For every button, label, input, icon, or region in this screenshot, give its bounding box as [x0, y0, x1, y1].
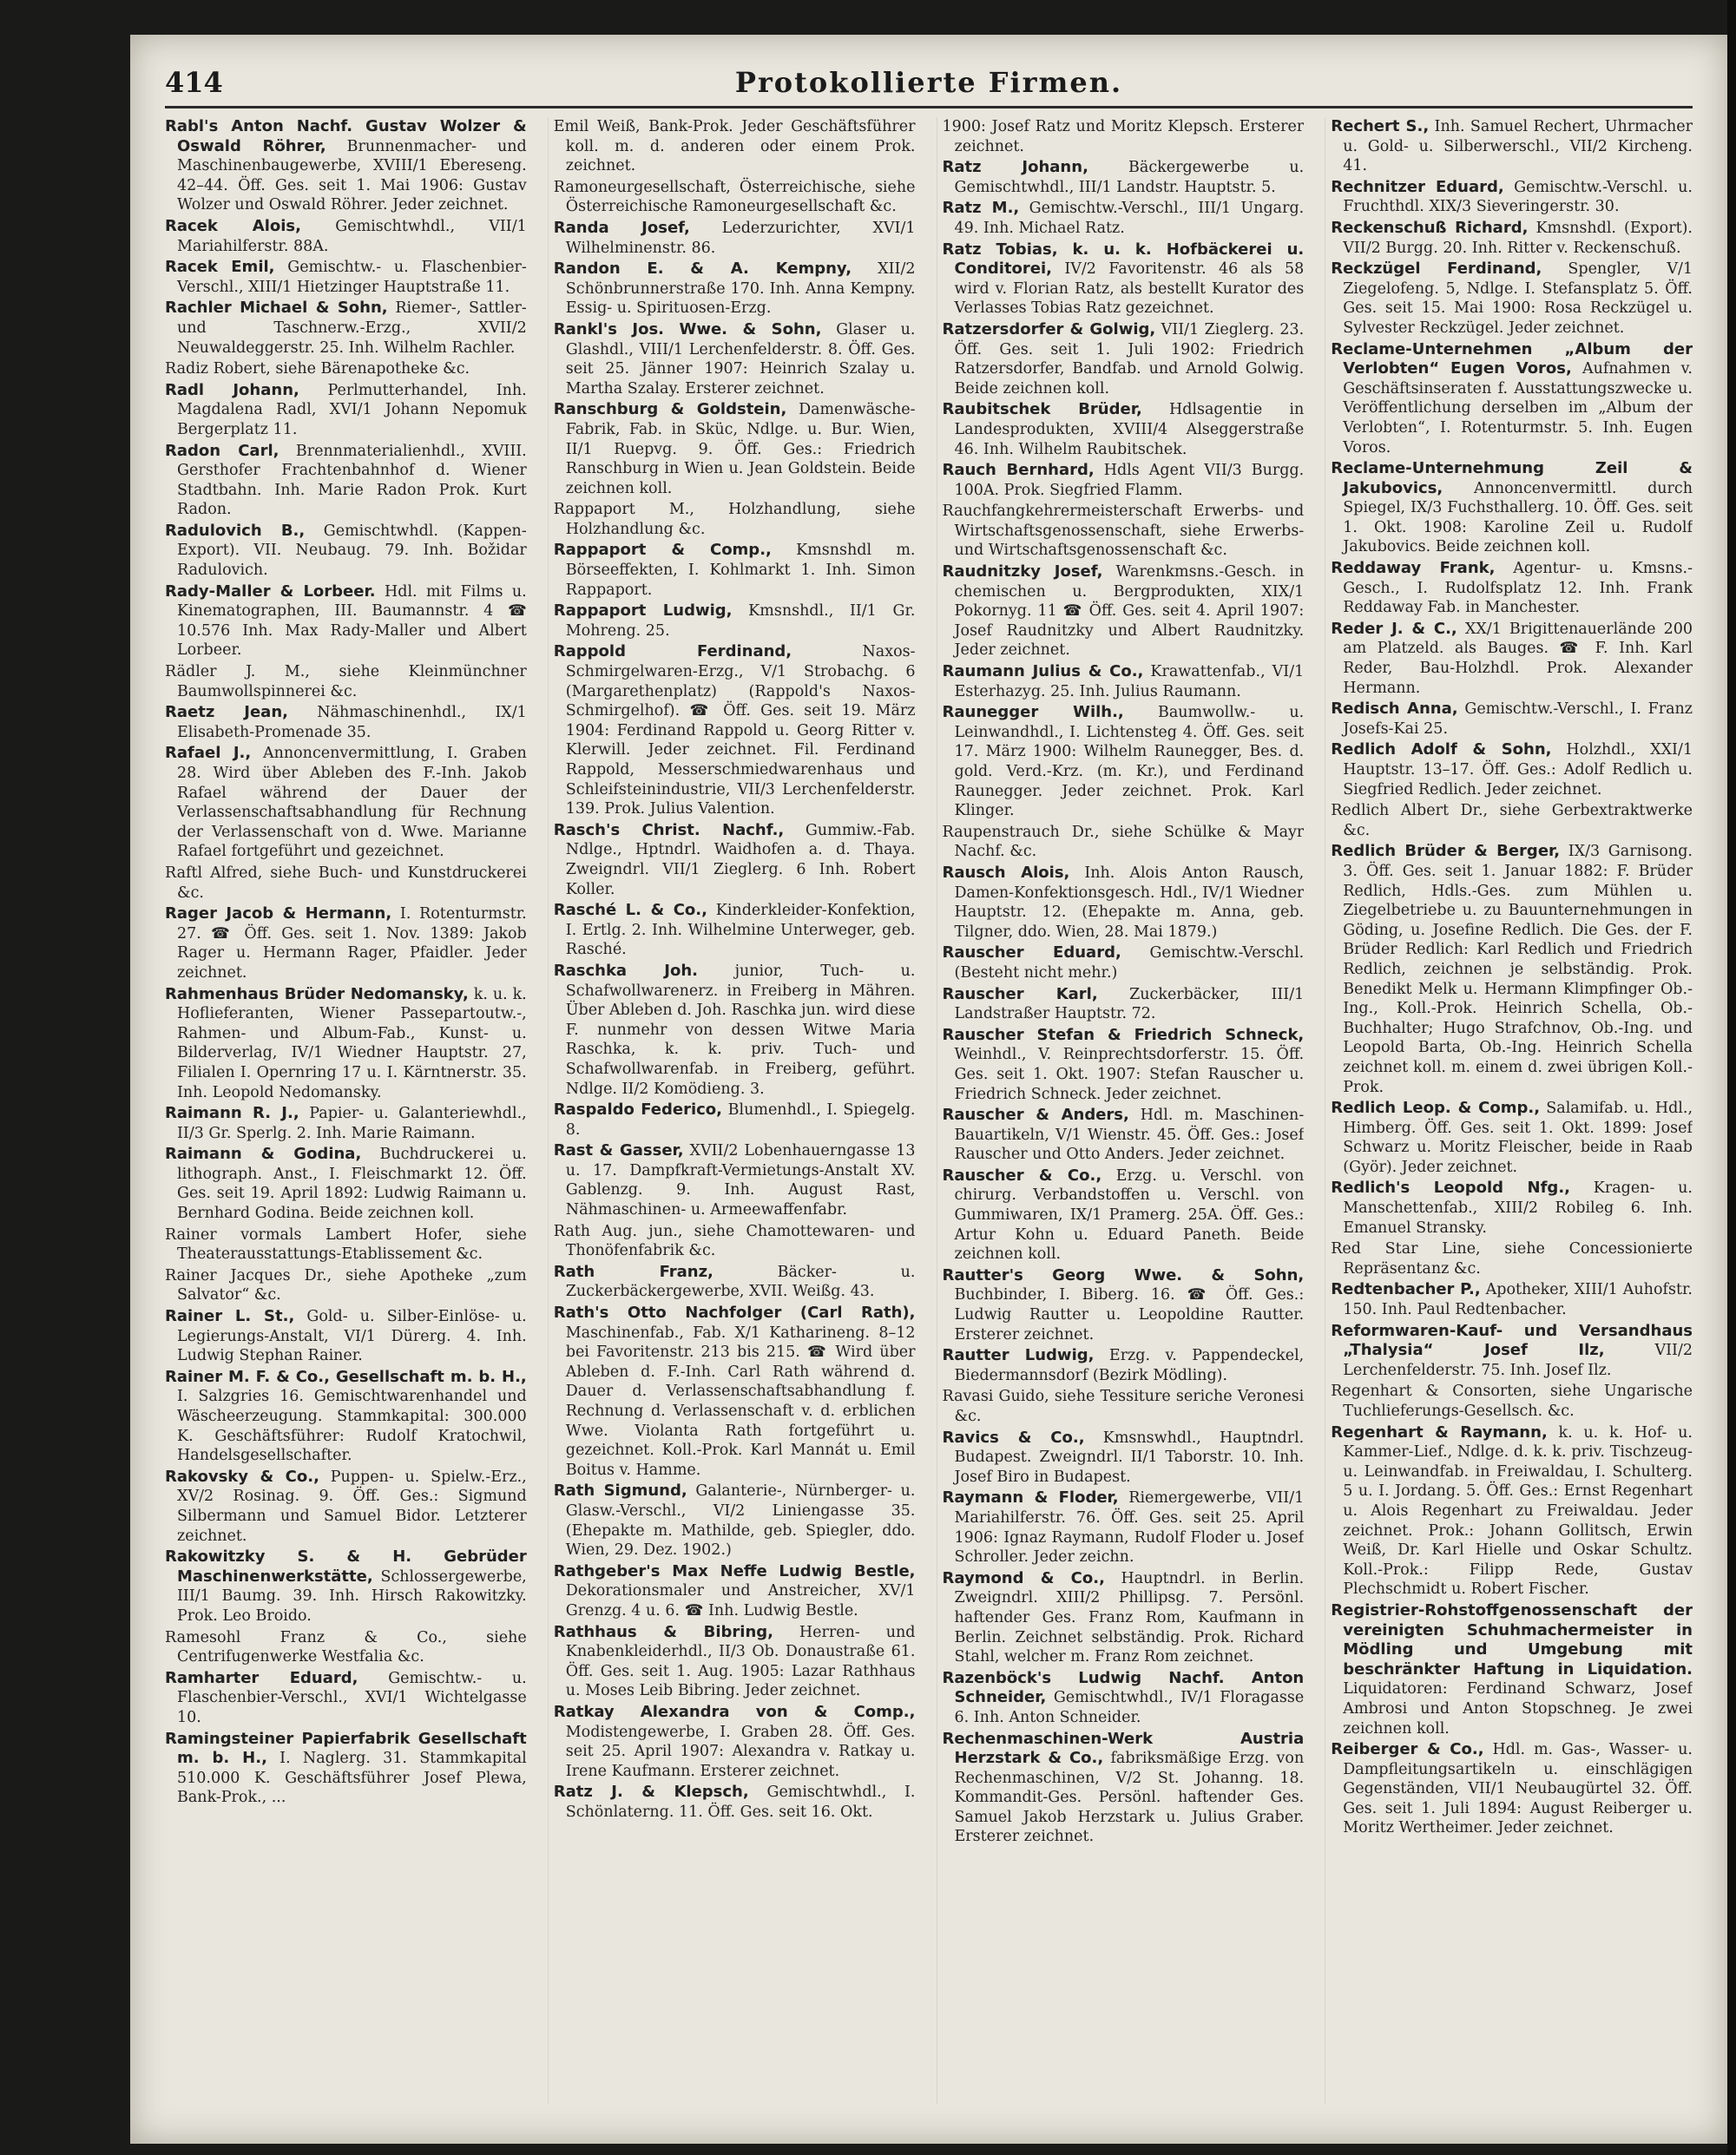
firm-name: Rast & Gasser, — [553, 1141, 684, 1160]
entry-text: junior, Tuch- u. Schafwollwarenerz. in Freiberg in Mähren. Über Ableben d. Joh. Raschka jun. wird diese F. nunmehr von dessen Witwe Maria Raschka, k. k. priv. Tuch- und Schafwollwarenfab. in Freiberg, geführt. Ndlge. II/2 Komödieng. 3. — [565, 962, 916, 1098]
directory-entry — [165, 299, 527, 358]
entry-text: Nähmaschinenhdl., IX/1 Elisabeth-Promenade 35. — [177, 704, 527, 741]
directory-entry — [554, 1562, 916, 1621]
directory-entry — [554, 500, 916, 539]
entry-text: Spengler, V/1 Ziegelofeng. 5, Ndlge. I. Stefansplatz 5. Öff. Ges. seit 15. Mai 1900: Rosa Reckzügel u. Sylvester Reckzügel. Jeder zeichnet. — [1343, 260, 1693, 337]
directory-entry — [165, 744, 527, 862]
entry-text: Kmsnshdl. (Export). VII/2 Burgg. 20. Inh. Ritter v. Reckenschuß. — [1343, 219, 1693, 257]
firm-name: Rakowitzky S. & H. Gebrüder Maschinenwerkstätte, — [165, 1547, 527, 1586]
entry-text: Warenkmsns.-Gesch. in chemischen u. Bergprodukten, XIX/1 Pokornyg. 11 ☎ Öff. Ges. seit 4. April 1907: Josef Raudnitzky und Albert Raudnitzky. Jeder zeichnet. — [954, 563, 1305, 660]
entry-text: Ramoneurgesellschaft, Österreichische, siehe Österreichische Ramoneurgesellschaft &c. — [553, 178, 916, 216]
firm-name: Raspaldo Federico, — [553, 1100, 723, 1120]
firm-name: Raimann & Godina, — [165, 1145, 362, 1164]
entry-text: Dekorationsmaler und Anstreicher, XV/1 Grenzg. 4 u. 6. ☎ Inh. Ludwig Bestle. — [565, 1582, 916, 1620]
firm-name: Rautter Ludwig, — [942, 1346, 1095, 1365]
directory-entry — [1331, 801, 1693, 840]
directory-entry — [1331, 1601, 1693, 1738]
firm-name: Rappold Ferdinand, — [553, 642, 792, 661]
directory-entry — [165, 662, 527, 701]
entry-text: VII/1 Zieglerg. 23. Öff. Ges. seit 1. Juli 1902: Friedrich Ratzersdorfer, Bandfab. und Arnold Golwig. Beide zeichnen koll. — [954, 320, 1305, 397]
directory-entry — [554, 400, 916, 498]
directory-entry — [165, 1266, 527, 1305]
directory-entry — [943, 1346, 1305, 1385]
entry-text: Damenwäsche-Fabrik, Fab. in Sküc, Ndlge. u. Bur. Wien, II/1 Ruepvg. 9. Öff. Ges.: Friedrich Ranschburg in Wien u. Jean Goldstein. Beide zeichnen koll. — [565, 401, 916, 497]
firm-name: Redisch Anna, — [1331, 700, 1458, 719]
firm-name: Radulovich B., — [165, 521, 306, 540]
entry-text: Rädler J. M., siehe Kleinmünchner Baumwollspinnerei &c. — [165, 663, 527, 700]
directory-entry — [1331, 1099, 1693, 1177]
scan-edge — [1727, 0, 1736, 2155]
directory-entry — [554, 1623, 916, 1701]
firm-name: Regenhart & Raymann, — [1331, 1422, 1548, 1442]
firm-name: Rankl's Jos. Wwe. & Sohn, — [553, 319, 822, 338]
directory-entry — [165, 381, 527, 440]
entry-text: Liquidatoren: Ferdinand Schwarz, Josef Ambrosi und Anton Stopschneg. Je zwei zeichnen koll. — [1343, 1680, 1693, 1738]
directory-entry — [1331, 340, 1693, 458]
directory-entry — [1331, 219, 1693, 258]
directory-entry — [554, 219, 916, 258]
directory-entry — [1331, 1280, 1693, 1319]
entry-text: Hdls Agent VII/3 Burgg. 100A. Prok. Siegfried Flamm. — [954, 462, 1305, 499]
entry-text: 1900: Josef Ratz und Moritz Klepsch. Ersterer zeichnet. — [942, 118, 1305, 155]
page-title: Protokollierte Firmen. — [734, 66, 1123, 99]
firm-name: Rappaport & Comp., — [553, 541, 772, 560]
firm-name: Raubitschek Brüder, — [942, 400, 1142, 419]
firm-name: Raymann & Floder, — [942, 1488, 1119, 1508]
entry-text: Regenhart & Consorten, siehe Ungarische Tuchlieferungs-Gesellsch. &c. — [1331, 1383, 1693, 1420]
firm-name: Registrier-Rohstoffgenossenschaft der vereinigten Schuhmachermeister in Mödling und Umgebung mit beschränkter Haftung in Liquidation. — [1331, 1600, 1693, 1679]
entry-text: Rainer Jacques Dr., siehe Apotheke „zum Salvator“ &c. — [165, 1266, 527, 1304]
directory-entry — [943, 1166, 1305, 1265]
entry-text: Raupenstrauch Dr., siehe Schülke & Mayr Nachf. &c. — [942, 823, 1305, 861]
directory-entry — [165, 1368, 527, 1466]
firm-name: Randa Josef, — [553, 218, 690, 237]
firm-name: Rathgeber's Max Neffe Ludwig Bestle, — [553, 1561, 916, 1580]
entry-text: Kragen- u. Manschettenfab., XIII/2 Robileg 6. Inh. Emanuel Stransky. — [1343, 1179, 1693, 1237]
page-header — [165, 59, 1693, 102]
directory-entry — [554, 117, 916, 176]
firm-name: Rady-Maller & Lorbeer. — [165, 581, 376, 601]
directory-entry — [554, 901, 916, 960]
directory-entry — [165, 985, 527, 1103]
firm-name: Rath Sigmund, — [553, 1482, 687, 1501]
directory-entry — [1331, 117, 1693, 176]
directory-entry — [943, 240, 1305, 319]
entry-text: I. Naglerg. 31. Stammkapital 510.000 K. Geschäftsführer Josef Plewa, Bank-Prok., ... — [177, 1750, 527, 1807]
firm-name: Rakovsky & Co., — [165, 1467, 319, 1486]
entry-text: Gemischtwhdl., I. Schönlaterng. 11. Öff. Ges. seit 16. Okt. — [565, 1784, 916, 1821]
directory-entry — [554, 1263, 916, 1302]
firm-name: Ramingsteiner Papierfabrik Gesellschaft m. b. H., — [165, 1729, 527, 1768]
entry-text: Agentur- u. Kmsns.-Gesch., I. Rudolfsplatz 12. Inh. Frank Reddaway Fab. in Manchester. — [1343, 560, 1693, 617]
firm-name: Radl Johann, — [165, 380, 299, 399]
firm-name: Reformwaren-Kauf- und Versandhaus „Thalysia“ Josef Ilz, — [1331, 1321, 1693, 1360]
entry-text: Brunnenmacher- und Maschinenbaugewerbe, XVIII/1 Ebereseng. 42–44. Öff. Ges. seit 1. Mai 1906: Gustav Wolzer und Oswald Röhrer. Jeder zeichnet. — [177, 137, 527, 214]
directory-entry — [554, 601, 916, 641]
entry-text: Baumwollw.- u. Leinwandhdl., I. Lichtensteg 4. Öff. Ges. seit 17. März 1900: Wilhelm Raunegger, Bes. d. gold. Verd.-Krz. (m. Kr.), und Ferdinand Raunegger. Jeder zeichnet. Prok. Karl Klinger. — [954, 704, 1305, 820]
firm-name: Rafael J., — [165, 744, 252, 763]
firm-name: Rechenmaschinen-Werk Austria Herzstark & Co., — [942, 1729, 1305, 1768]
firm-name: Reckzügel Ferdinand, — [1331, 260, 1542, 279]
entry-text: Ramesohl Franz & Co., siehe Centrifugenwerke Westfalia &c. — [165, 1628, 527, 1666]
directory-entry — [1331, 1179, 1693, 1238]
page-number: 414 — [165, 66, 223, 99]
directory-entry — [943, 320, 1305, 398]
entry-text: Puppen- u. Spielw.-Erz., XV/2 Rosinag. 9. Öff. Ges.: Sigmund Silbermann und Samuel Bidor. Letzterer zeichnet. — [177, 1468, 527, 1545]
firm-name: Raumann Julius & Co., — [942, 662, 1144, 681]
directory-entry — [165, 117, 527, 215]
entry-text: Erzg. v. Pappendeckel, Biedermannsdorf (Bezirk Mödling). — [954, 1347, 1305, 1384]
entry-text: fabriksmäßige Erzg. von Rechenmaschinen, V/2 St. Johanng. 18. Kommandit-Ges. Persönl. haftender Ges. Samuel Jakob Herzstark u. Julius Graber. Ersterer zeichnet. — [954, 1750, 1305, 1846]
directory-entry — [1331, 700, 1693, 739]
entry-text: Apotheker, XIII/1 Auhofstr. 150. Inh. Paul Redtenbacher. — [1343, 1281, 1693, 1319]
directory-entry — [165, 359, 527, 379]
entry-text: Kmsnswhdl., Hauptndrl. Budapest. Zweigndrl. II/1 Taborstr. 10. Inh. Josef Biro in Budapest. — [954, 1429, 1305, 1486]
entry-text: Raftl Alfred, siehe Buch- und Kunstdruckerei &c. — [165, 864, 527, 902]
firm-name: Reder J. & C., — [1331, 619, 1457, 638]
directory-entry — [1331, 1382, 1693, 1421]
directory-entry — [943, 1488, 1305, 1567]
firm-name: Racek Alois, — [165, 216, 301, 235]
directory-entry — [1331, 740, 1693, 799]
firm-name: Ranschburg & Goldstein, — [553, 400, 787, 419]
column-1 — [165, 117, 527, 2105]
entry-text: VII/2 Lerchenfelderstr. 75. Inh. Josef Ilz. — [1343, 1342, 1693, 1379]
entry-text: Gemischtw.- u. Flaschenbier-Verschl., XIII/1 Hietzinger Hauptstraße 11. — [177, 259, 527, 296]
entry-text: Annoncenvermittl. durch Spiegel, IX/3 Fuchsthallerg. 10. Öff. Ges. seit 1. Okt. 1908: Karoline Zeil u. Rudolf Jakubovics. Beide zeichnen koll. — [1343, 479, 1693, 556]
directory-entry — [1331, 1239, 1693, 1278]
directory-entry — [1331, 260, 1693, 338]
directory-entry — [554, 541, 916, 600]
firm-name: Rath Franz, — [553, 1262, 713, 1281]
directory-entry — [943, 1429, 1305, 1488]
firm-name: Redlich Brüder & Berger, — [1331, 842, 1561, 861]
entry-text: Hauptndrl. in Berlin. Zweigndrl. XIII/2 Phillipsg. 7. Persönl. haftender Ges. Franz Rom, Kaufmann in Berlin. Zeichnet selbständig. Prok. Richard Stahl, welcher m. Franz Rom zeichnet. — [954, 1569, 1305, 1666]
directory-entry — [1331, 178, 1693, 217]
firm-name: Ratz M., — [942, 199, 1020, 218]
directory-entry — [943, 400, 1305, 459]
firm-name: Rager Jacob & Hermann, — [165, 904, 392, 923]
firm-name: Radon Carl, — [165, 441, 279, 460]
directory-entry — [165, 1628, 527, 1667]
directory-entry — [943, 502, 1305, 561]
entry-text: Gemischtwhdl., VII/1 Mariahilferstr. 88A. — [177, 217, 527, 255]
firm-name: Raymond & Co., — [942, 1568, 1105, 1587]
entry-text: Rauchfangkehrermeisterschaft Erwerbs- und Wirtschaftsgenossenschaft, siehe Erwerbs- und Wirtschaftsgenossenschaft &c. — [942, 503, 1305, 560]
entry-text: Maschinenfab., Fab. X/1 Katharineng. 8–12 bei Favoritenstr. 213 bis 215. ☎ Wird über Ableben d. F.-Inh. Carl Rath während d. Dauer d. Verlassenschaftsabhandlung f. Rechnung d. Verlassenschaft v. d. erblichen Wwe. Violanta Rath fortgeführt u. gezeichnet. Koll.-Prok. Karl Mannát u. Emil Boitus v. Hamme. — [565, 1324, 916, 1479]
firm-name: Reddaway Frank, — [1331, 559, 1496, 578]
directory-entry — [943, 864, 1305, 942]
firm-name: Rath's Otto Nachfolger (Carl Rath), — [553, 1304, 916, 1323]
directory-entry — [165, 582, 527, 660]
firm-name: Razenböck's Ludwig Nachf. Anton Schneider, — [942, 1668, 1305, 1707]
entry-text: Holzhdl., XXI/1 Hauptstr. 13–17. Öff. Ges.: Adolf Redlich u. Siegfried Redlich. Jeder zeichnet. — [1343, 741, 1693, 798]
firm-name: Ratz J. & Klepsch, — [553, 1783, 749, 1802]
directory-entry — [943, 199, 1305, 238]
firm-name: Randon E. & A. Kempny, — [553, 260, 852, 279]
directory-entry — [165, 442, 527, 520]
entry-text: Bäcker- u. Zuckerbäckergewerbe, XVII. Weißg. 43. — [565, 1263, 916, 1301]
directory-columns — [165, 117, 1693, 2105]
entry-text: Kmsnshdl., II/1 Gr. Mohreng. 25. — [565, 602, 916, 640]
firm-name: Reclame-Unternehmen „Album der Verlobten“ Eugen Voros, — [1331, 339, 1693, 378]
firm-name: Rasch's Christ. Nachf., — [553, 820, 785, 839]
firm-name: Ravics & Co., — [942, 1428, 1085, 1447]
entry-text: Herren- und Knabenkleiderhdl., II/3 Ob. Donaustraße 61. Öff. Ges. seit 1. Aug. 1905: Lazar Rathhaus u. Moses Leib Bibring. Jeder zeichnet. — [565, 1623, 916, 1700]
firm-name: Raetz Jean, — [165, 703, 288, 722]
entry-text: Modistengewerbe, I. Graben 28. Öff. Ges. seit 25. April 1907: Alexandra v. Ratkay u. Irene Kaufmann. Ersterer zeichnet. — [565, 1723, 916, 1780]
directory-entry — [165, 522, 527, 581]
directory-entry — [165, 1145, 527, 1223]
firm-name: Rechnitzer Eduard, — [1331, 177, 1504, 196]
entry-text: Rainer vormals Lambert Hofer, siehe Theaterausstattungs-Etablissement &c. — [165, 1225, 527, 1264]
directory-entry — [554, 1100, 916, 1140]
directory-entry — [943, 1266, 1305, 1344]
directory-entry — [943, 943, 1305, 982]
column-4 — [1325, 117, 1693, 2105]
directory-entry — [165, 1104, 527, 1143]
entry-text: Riemergewerbe, VII/1 Mariahilferstr. 76. Öff. Ges. seit 25. April 1906: Ignaz Raymann, Rudolf Floder u. Josef Schroller. Jeder zeichn. — [954, 1489, 1305, 1567]
firm-name: Rauscher & Anders, — [942, 1106, 1129, 1125]
firm-name: Rahmenhaus Brüder Nedomansky, — [165, 984, 469, 1003]
firm-name: Redlich Leop. & Comp., — [1331, 1099, 1541, 1118]
firm-name: Ratkay Alexandra von & Comp., — [553, 1702, 916, 1721]
entry-text: Gemischtw.-Verschl. (Besteht nicht mehr.) — [954, 944, 1305, 982]
directory-entry — [165, 1225, 527, 1265]
directory-entry — [554, 1482, 916, 1560]
entry-text: XII/2 Schönbrunnerstraße 170. Inh. Anna Kempny. Essig- u. Spirituosen-Erzg. — [565, 260, 916, 318]
directory-entry — [165, 217, 527, 256]
firm-name: Rachler Michael & Sohn, — [165, 299, 388, 318]
entry-text: Redlich Albert Dr., siehe Gerbextraktwerke &c. — [1331, 802, 1693, 839]
directory-entry — [943, 1026, 1305, 1104]
firm-name: Reckenschuß Richard, — [1331, 218, 1529, 237]
column-2 — [548, 117, 916, 2105]
column-3 — [937, 117, 1305, 2105]
directory-entry — [943, 158, 1305, 197]
entry-text: Kinderkleider-Konfektion, I. Ertlg. 2. Inh. Wilhelmine Unterweger, geb. Rasché. — [565, 902, 916, 959]
directory-entry — [554, 260, 916, 319]
firm-name: Rasché L. & Co., — [553, 901, 707, 920]
firm-name: Rechert S., — [1331, 117, 1430, 135]
entry-text: Perlmutterhandel, Inh. Magdalena Radl, XVI/1 Johann Nepomuk Bergerplatz 11. — [177, 381, 527, 438]
firm-name: Redlich Adolf & Sohn, — [1331, 740, 1552, 759]
directory-entry — [165, 1468, 527, 1546]
firm-name: Reclame-Unternehmung Zeil & Jakubovics, — [1331, 459, 1693, 497]
entry-text: Erzg. u. Verschl. von chirurg. Verbandstoffen u. Verschl. von Gummiwaren, IX/1 Pramerg. 25A. Öff. Ges.: Artur Kohn u. Eduard Paneth. Beide zeichnen koll. — [954, 1166, 1305, 1264]
entry-text: Kmsnshdl m. Börseeffekten, I. Kohlmarkt 1. Inh. Simon Rappaport. — [565, 542, 916, 599]
firm-name: Redlich's Leopold Nfg., — [1331, 1179, 1570, 1198]
entry-text: Salamifab. u. Hdl., Himberg. Öff. Ges. seit 1. Okt. 1899: Josef Schwarz u. Moritz Fleischer, beide in Raab (Györ). Jeder zeichnet. — [1343, 1100, 1693, 1176]
entry-text: Radiz Robert, siehe Bärenapotheke &c. — [165, 360, 470, 378]
entry-text: Annoncenvermittlung, I. Graben 28. Wird über Ableben des F.-Inh. Jakob Rafael während der Dauer der Verlassenschaftsabhandlung für Rechnung der Verlassenschaft von d. Wwe. Marianne Rafael fortgeführt und gezeichnet. — [177, 745, 527, 861]
directory-entry — [943, 461, 1305, 500]
directory-entry — [943, 985, 1305, 1024]
entry-text: I. Rotenturmstr. 27. ☎ Öff. Ges. seit 1. Nov. 1389: Jakob Rager u. Hermann Rager, Pfaidler. Jeder zeichnet. — [177, 905, 527, 982]
directory-entry — [1331, 1740, 1693, 1838]
directory-entry — [554, 1304, 916, 1480]
directory-entry — [554, 1783, 916, 1822]
directory-entry — [943, 823, 1305, 862]
firm-name: Raudnitzky Josef, — [942, 562, 1103, 581]
entry-text: Naxos-Schmirgelwaren-Erzg., V/1 Strobachg. 6 (Margarethenplatz) (Rappold's Naxos-Schmirgelhof). ☎ Öff. Ges. seit 19. März 1904: Ferdinand Rappold u. Georg Ritter v. Klerwill. Jeder zeichnet. Fil. Ferdinand Rappold, Messerschmiedwarenhaus und Schleifsteinindustrie, VII/3 Lerchenfelderstr. 139. Prok. Julius Valention. — [565, 643, 916, 818]
entry-text: Inh. Alois Anton Rausch, Damen-Konfektionsgesch. Hdl., IV/1 Wiedner Hauptstr. 12. (Ehepakte m. Anna, geb. Tilgner, ddo. Wien, 28. Mai 1879.) — [954, 864, 1305, 941]
directory-entry — [943, 1569, 1305, 1667]
directory-entry — [1331, 842, 1693, 1097]
directory-entry — [943, 1106, 1305, 1165]
directory-entry — [1331, 1322, 1693, 1381]
entry-text: Hdl. mit Films u. Kinematographen, III. Baumannstr. 4 ☎ 10.576 Inh. Max Rady-Maller und Albert Lorbeer. — [177, 582, 527, 660]
entry-text: Emil Weiß, Bank-Prok. Jeder Geschäftsführer koll. m. d. anderen oder einem Prok. zeichnet. — [553, 118, 916, 175]
firm-name: Raimann R. J., — [165, 1104, 299, 1123]
entry-text: Buchbinder, I. Biberg. 16. ☎ Öff. Ges.: Ludwig Rautter u. Leopoldine Rautter. Ersterer zeichnet. — [954, 1286, 1305, 1344]
entry-text: Gemischtwhdl. (Kappen-Export). VII. Neubaug. 79. Inh. Božidar Radulovich. — [177, 522, 527, 580]
firm-name: Rauscher Karl, — [942, 984, 1098, 1003]
entry-text: Schlossergewerbe, III/1 Baumg. 39. Inh. Hirsch Rakowitzky. Prok. Leo Broido. — [177, 1567, 527, 1625]
directory-entry — [165, 1669, 527, 1728]
firm-name: Raschka Joh. — [553, 961, 699, 980]
entry-text: Gemischtw.- u. Flaschenbier-Verschl., XVI/1 Wichtelgasse 10. — [177, 1669, 527, 1726]
directory-entry — [165, 1547, 527, 1626]
directory-entry — [1331, 459, 1693, 557]
entry-text: Gemischtw.-Verschl., I. Franz Josefs-Kai 25. — [1343, 700, 1693, 738]
directory-entry — [554, 178, 916, 217]
entry-text: Buchdruckerei u. lithograph. Anst., I. Fleischmarkt 12. Öff. Ges. seit 19. April 1892: Ludwig Raimann u. Bernhard Godina. Beide zeichnen koll. — [177, 1146, 527, 1223]
entry-text: Gemischtw.-Verschl. u. Fruchthdl. XIX/3 Sieveringerstr. 30. — [1343, 178, 1693, 216]
entry-text: Papier- u. Galanteriewhdl., II/3 Gr. Sperlg. 2. Inh. Marie Raimann. — [177, 1105, 527, 1142]
directory-entry — [165, 1307, 527, 1366]
entry-text: Weinhdl., V. Reinprechtsdorferstr. 15. Öff. Ges. seit 1. Okt. 1907: Stefan Rauscher u. Friedrich Schneck. Jeder zeichnet. — [954, 1046, 1305, 1103]
entry-text: Gummiw.-Fab. Ndlge., Hptndrl. Waidhofen a. d. Thaya. Zweigndrl. VII/1 Zieglerg. 6 Inh. Robert Koller. — [565, 821, 916, 898]
entry-text: Blumenhdl., I. Spiegelg. 8. — [565, 1101, 916, 1139]
firm-name: Reiberger & Co., — [1331, 1740, 1484, 1759]
directory-entry — [943, 1387, 1305, 1426]
directory-entry — [554, 821, 916, 899]
directory-entry — [554, 1222, 916, 1261]
firm-name: Ramharter Eduard, — [165, 1668, 358, 1687]
firm-name: Ratz Tobias, k. u. k. Hofbäckerei u. Conditorei, — [942, 240, 1305, 279]
entry-text: Riemer-, Sattler- und Taschnerw.-Erzg., XVII/2 Neuwaldeggerstr. 25. Inh. Wilhelm Rachler. — [177, 299, 527, 357]
entry-text: Glaser u. Glashdl., VIII/1 Lerchenfelderstr. 8. Öff. Ges. seit 25. Jänner 1907: Heinrich Szalay u. Martha Szalay. Ersterer zeichnet. — [565, 320, 916, 397]
firm-name: Raunegger Wilh., — [942, 703, 1124, 722]
firm-name: Rabl's Anton Nachf. Gustav Wolzer & Oswald Röhrer, — [165, 117, 527, 155]
entry-text: Hdl. m. Gas-, Wasser- u. Dampfleitungsartikeln u. einschlägigen Gegenständen, VII/1 Neubaugürtel 32. Öff. Ges. seit 1. Juli 1894: August Reiberger u. Moritz Wertheimer. Jeder zeichnet. — [1343, 1741, 1693, 1837]
firm-name: Rainer M. F. & Co., Gesellschaft m. b. H., — [165, 1367, 527, 1386]
entry-text: Lederzurichter, XVI/1 Wilhelminenstr. 86. — [565, 219, 916, 257]
entry-text: IX/3 Garnisong. 3. Öff. Ges. seit 1. Januar 1882: F. Brüder Redlich, Hdls.-Ges. zum Mühlen u. Ziegelbetriebe u. zu Bauunternehmungen in Göding, u. Josefine Redlich. Die Ges. der F. Brüder Redlich: Karl Redlich und Friedrich Redlich, zeichnen je selbständig. Prok. Benedikt Melk u. Hermann Klimpfinger Ob.-Ing., Koll.-Prok. Heinrich Schella, Ob.-Buchhalter; Hugo Strafchnov, Ob.-Ing. und Leopold Barta, Ob.-Ing. Heinrich Schella zeichnet koll. m. einem d. zwei übrigen Koll.-Prok. — [1343, 843, 1693, 1096]
entry-text: Gold- u. Silber-Einlöse- u. Legierungs-Anstalt, VI/1 Dürerg. 4. Inh. Ludwig Stephan Rainer. — [177, 1308, 527, 1365]
firm-name: Ratzersdorfer & Golwig, — [942, 319, 1156, 338]
directory-entry — [554, 962, 916, 1099]
directory-entry — [165, 258, 527, 297]
entry-text: XVII/2 Lobenhauerngasse 13 u. 17. Dampfkraft-Vermietungs-Anstalt XV. Gablenzg. 9. Inh. August Rast, Nähmaschinen- u. Armeewaffenfabr. — [565, 1142, 916, 1219]
firm-name: Redtenbacher P., — [1331, 1280, 1481, 1299]
directory-entry — [554, 642, 916, 818]
entry-text: Rath Aug. jun., siehe Chamottewaren- und Thonöfenfabrik &c. — [553, 1222, 916, 1260]
entry-text: Rappaport M., Holzhandlung, siehe Holzhandlung &c. — [553, 501, 916, 538]
directory-entry — [1331, 1423, 1693, 1600]
entry-text: Galanterie-, Nürnberger- u. Glasw.-Verschl., VI/2 Liniengasse 35. (Ehepakte m. Mathilde, geb. Spiegler, ddo. Wien, 29. Dez. 1902.) — [565, 1482, 916, 1560]
firm-name: Rauscher & Co., — [942, 1166, 1102, 1185]
header-rule — [165, 106, 1693, 108]
directory-entry — [943, 117, 1305, 156]
entry-text: Brennmaterialienhdl., XVIII. Gersthofer Frachtenbahnhof d. Wiener Stadtbahn. Inh. Marie Radon Prok. Kurt Radon. — [177, 442, 527, 519]
directory-entry — [1331, 620, 1693, 698]
directory-entry — [943, 662, 1305, 701]
firm-name: Rautter's Georg Wwe. & Sohn, — [942, 1265, 1305, 1284]
directory-entry — [165, 904, 527, 982]
entry-text: Zuckerbäcker, III/1 Landstraßer Hauptstr. 72. — [954, 985, 1305, 1023]
entry-text: Gemischtwhdl., IV/1 Floragasse 6. Inh. Anton Schneider. — [954, 1689, 1305, 1726]
directory-entry — [165, 703, 527, 742]
entry-text: I. Salzgries 16. Gemischtwarenhandel und Wäscheerzeugung. Stammkapital: 300.000 K. Geschäftsführer: Rudolf Kratochwil, Handelsgesellschafter. — [177, 1388, 527, 1465]
entry-text: k. u. k. Hoflieferanten, Wiener Passepartoutw.-, Rahmen- und Album-Fab., Kunst- u. Bilderverlag, IV/1 Wiedner Hauptstr. 27, Filialen I. Opernring 17 u. I. Kärntnerstr. 35. Inh. Leopold Nedomansky. — [177, 985, 527, 1101]
directory-entry — [943, 703, 1305, 821]
entry-text: Bäckergewerbe u. Gemischtwhdl., III/1 Landstr. Hauptstr. 5. — [954, 159, 1305, 196]
entry-text: Inh. Samuel Rechert, Uhrmacher u. Gold- u. Silberwerschl., VII/2 Kircheng. 41. — [1343, 118, 1693, 175]
directory-entry — [943, 1730, 1305, 1848]
firm-name: Racek Emil, — [165, 258, 275, 277]
firm-name: Ratz Johann, — [942, 158, 1088, 177]
firm-name: Rappaport Ludwig, — [553, 601, 733, 621]
directory-entry — [165, 1730, 527, 1808]
firm-name: Rauscher Eduard, — [942, 943, 1121, 963]
directory-entry — [943, 562, 1305, 660]
entry-text: Hdl. m. Maschinen-Bauartikeln, V/1 Wienstr. 45. Öff. Ges.: Josef Rauscher und Otto Anders. Jeder zeichnet. — [954, 1107, 1305, 1164]
directory-entry — [554, 1703, 916, 1781]
entry-text: Ravasi Guido, siehe Tessiture seriche Veronesi &c. — [942, 1388, 1305, 1425]
entry-text: IV/2 Favoritenstr. 46 als 58 wird v. Florian Ratz, als bestellt Kurator des Verlasses Tobias Ratz gezeichnet. — [954, 260, 1305, 318]
entry-text: XX/1 Brigittenauerlände 200 am Platzeld. als Bauges. ☎ F. Inh. Karl Reder, Bau-Holzhdl. Prok. Alexander Hermann. — [1343, 620, 1693, 697]
firm-name: Rathhaus & Bibring, — [553, 1622, 773, 1641]
directory-entry — [554, 320, 916, 398]
entry-text: Aufnahmen v. Geschäftsinseraten f. Ausstattungszwecke u. Veröffentlichung derselben im „Album der Verlobten“, I. Rotenturmstr. 5. Inh. Eugen Voros. — [1343, 360, 1693, 457]
entry-text: Hdlsagentie in Landesprodukten, XVIII/4 Alseggerstraße 46. Inh. Wilhelm Raubitschek. — [954, 401, 1305, 458]
directory-entry — [943, 1669, 1305, 1728]
directory-entry — [165, 864, 527, 903]
firm-name: Rausch Alois, — [942, 863, 1070, 882]
entry-text: Gemischtw.-Verschl., III/1 Ungarg. 49. Inh. Michael Ratz. — [954, 200, 1305, 237]
directory-entry — [554, 1141, 916, 1219]
firm-name: Rainer L. St., — [165, 1307, 295, 1326]
entry-text: k. u. k. Hof- u. Kammer-Lief., Ndlge. d. k. k. priv. Tischzeug- u. Leinwandfab. in Freiwaldau, I. Schulterg. 5 u. I. Jordang. 5. Öff. Ges.: Ernst Regenhart u. Alois Regenhart zu Freiwaldau. Jeder zeichnet. Prok.: Johann Gollitsch, Erwin Weiß, Dr. Karl Hielle und Oskar Schultz. Koll.-Prok.: Filipp Rede, Gustav Plechschmidt u. Robert Fischer. — [1343, 1423, 1693, 1599]
entry-text: Red Star Line, siehe Concessionierte Repräsentanz &c. — [1331, 1240, 1693, 1278]
entry-text: Krawattenfab., VI/1 Esterhazyg. 25. Inh. Julius Raumann. — [954, 663, 1305, 700]
firm-name: Rauscher Stefan & Friedrich Schneck, — [942, 1025, 1305, 1044]
directory-entry — [1331, 559, 1693, 618]
firm-name: Rauch Bernhard, — [942, 461, 1095, 480]
